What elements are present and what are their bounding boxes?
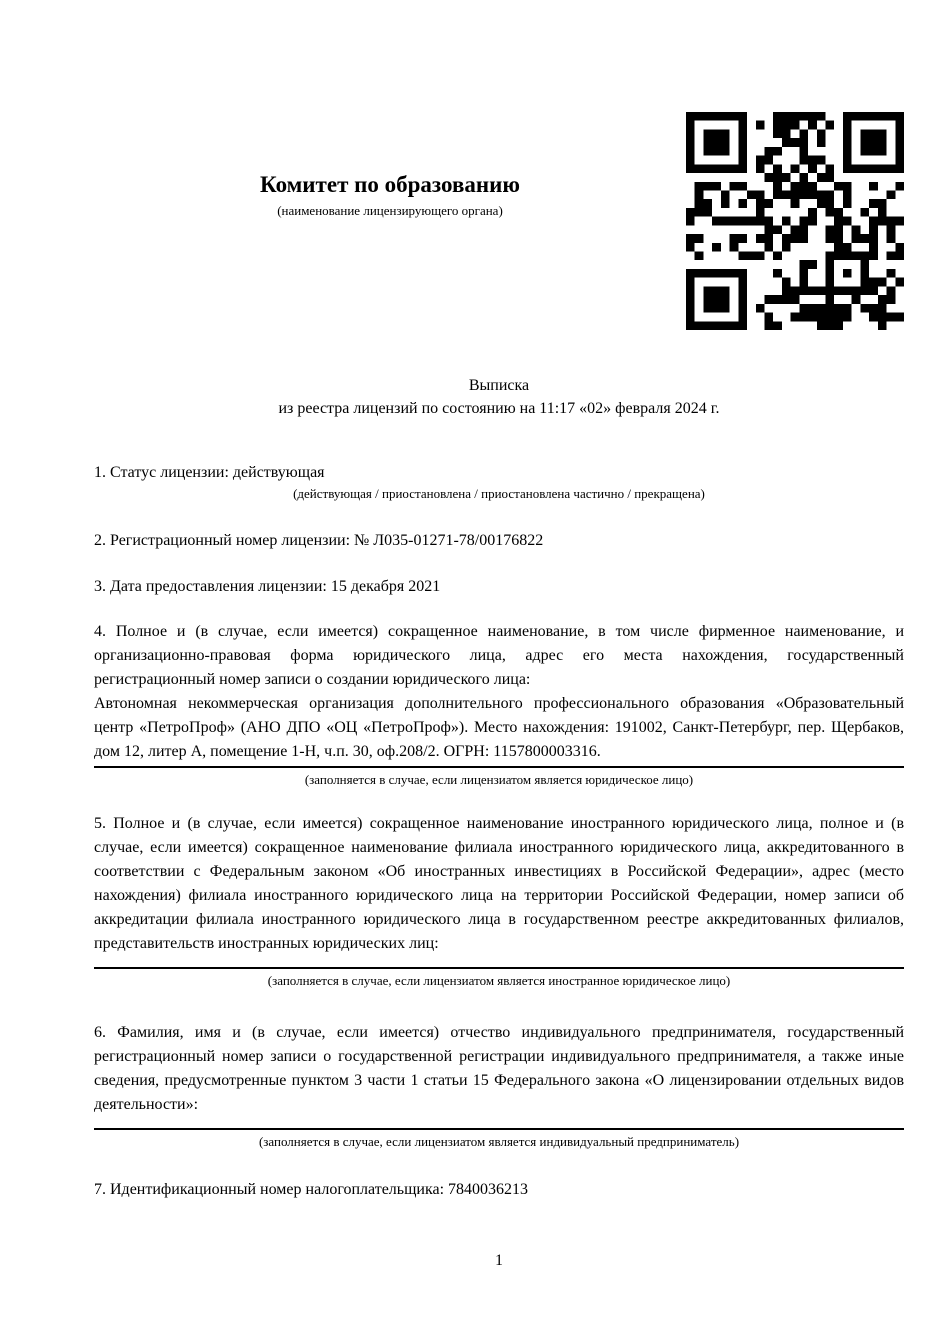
foreign-entity-caption: (заполняется в случае, если лицензиатом является иностранное юридическое лицо) bbox=[267, 973, 731, 988]
section-legal-entity bbox=[94, 620, 904, 788]
legal-entity-value: Автономная некоммерческая организация дополнительного профессионального образования «Образовательный центр «ПетроПроф» (АНО ДПО «ОЦ «ПетроПроф»). Место нахождения: 191002, Санкт-Петербург, пер. Щербаков, дом 12, литер А, помещение 1-Н, ч.п. 30, оф.208/2. ОГРН: 1157800003316. bbox=[94, 695, 904, 760]
section-registration-number bbox=[94, 529, 904, 553]
individual-entrepreneur-heading: 6. Фамилия, имя и (в случае, если имеется) отчество индивидуального предпринимателя, государственный регистрационный номер записи о государственной регистрации индивидуального предпринимателя, а также иные сведения, предусмотренные пунктом 3 части 1 статьи 15 Федерального закона «О лицензировании отдельных видов деятельности»: bbox=[94, 1024, 904, 1113]
taxpayer-number-text: 7. Идентификационный номер налогоплательщика: 7840036213 bbox=[94, 1181, 529, 1198]
qr-code bbox=[686, 112, 904, 330]
individual-entrepreneur-caption: (заполняется в случае, если лицензиатом является индивидуальный предприниматель) bbox=[258, 1134, 740, 1149]
section-license-status bbox=[94, 461, 904, 502]
qr-code-image bbox=[686, 112, 904, 330]
fill-in-rule bbox=[94, 766, 904, 768]
document-title-block bbox=[94, 374, 904, 420]
fill-in-rule bbox=[94, 1128, 904, 1130]
section-license-date bbox=[94, 575, 904, 599]
foreign-entity-heading: 5. Полное и (в случае, если имеется) сокращенное наименование иностранного юридического лица, полное и (в случае, если имеется) сокращенное наименование филиала иностранного юридического лица, аккредитованного в соответствии с Федеральным законом «Об иностранных инвестициях в Российской Федерации», адрес (место нахождения) филиала иностранного юридического лица на территории Российской Федерации, номер записи об аккредитации филиала иностранного юридического лица в государственном реестре аккредитованных филиалов, представительств иностранных юридических лиц: bbox=[94, 815, 904, 952]
document-header bbox=[94, 0, 904, 330]
legal-entity-heading: 4. Полное и (в случае, если имеется) сокращенное наименование, в том числе фирменное наименование, и организационно-правовая форма юридического лица, адрес его места нахождения, государственный регистрационный номер записи о создании юридического лица: bbox=[94, 623, 904, 688]
registration-number-text: 2. Регистрационный номер лицензии: № Л035-01271-78/00176822 bbox=[94, 532, 544, 549]
document-title: Выписка bbox=[468, 377, 530, 394]
license-date-text: 3. Дата предоставления лицензии: 15 декабря 2021 bbox=[94, 578, 441, 595]
page-number: 1 bbox=[495, 1252, 503, 1269]
blank-field bbox=[94, 956, 904, 965]
section-taxpayer-number bbox=[94, 1178, 904, 1202]
licensing-authority-name: Комитет по образованию bbox=[260, 172, 520, 197]
license-status-caption: (действующая / приостановлена / приостановлена частично / прекращена) bbox=[293, 486, 705, 501]
fill-in-rule bbox=[94, 967, 904, 969]
licensing-authority-caption: (наименование лицензирующего органа) bbox=[277, 203, 503, 219]
license-status-text: 1. Статус лицензии: действующая bbox=[94, 464, 325, 481]
licensing-authority-block bbox=[94, 0, 686, 219]
blank-field bbox=[94, 1117, 904, 1126]
section-foreign-entity bbox=[94, 812, 904, 989]
document-subtitle: из реестра лицензий по состоянию на 11:17 «02» февраля 2024 г. bbox=[278, 400, 720, 417]
section-individual-entrepreneur bbox=[94, 1021, 904, 1150]
legal-entity-caption: (заполняется в случае, если лицензиатом является юридическое лицо) bbox=[304, 772, 694, 787]
